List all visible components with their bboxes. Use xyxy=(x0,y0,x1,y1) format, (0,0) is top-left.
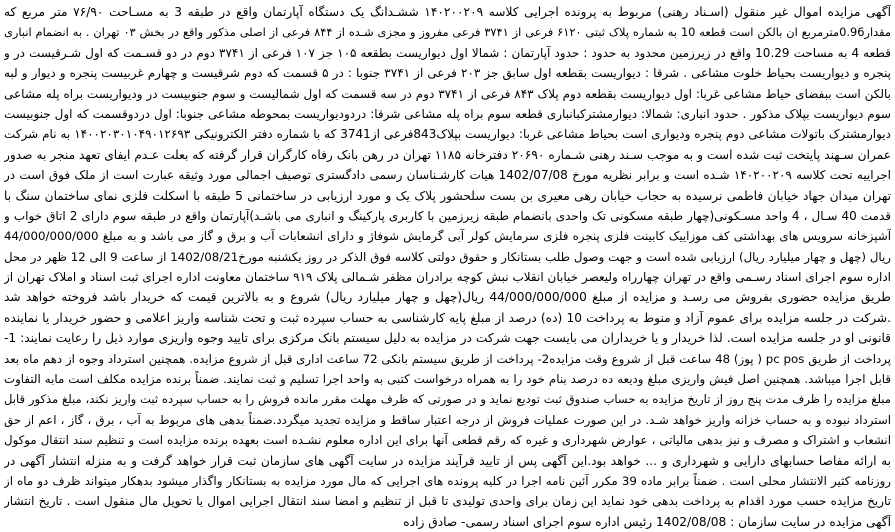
notice-line-24: روزنامه کثیر الانتشار محلی است . ضمناً برابر ماده 39 مکرر آئین نامه اجرا در کلیه پرونده های اجرایی که مال مورد مزایده به بستانکار واگذار میشود بدهکار میتواند ظرف دو ماه از xyxy=(4,473,891,488)
notice-line-23: به ارائه مفاصا حسابهای دارایی و شهرداری و ... خواهد بود.این آگهی پس از تایید فرآیند مزایده در سایت آگهی های سازمان ثبت قرار خواهد گرفت و به منزله انتشار آگهی در xyxy=(4,453,891,468)
notice-line-7: دیوارمشترک باتولات مشاعی دوم پنجره ودیواری است بحیاط مشاعی غربا: دیواریست بپلاک843فرعی از3741 که با شماره دفتر الکترونیکی ۱۴۰۰۲۰۳۰۱۰۴۹۰۱۲۶۹۳ به نام شرکت xyxy=(4,127,891,142)
notice-line-9: اجراییه تحت کلاسه ۱۴۰۲۰۰۲۰۹ شـده است و برابر نظریه مورخ 1402/07/08 هیات کارشـناسان رسمی دادگستری توصیف اجمالی مورد وثیقه عبارت است از ملک فوق است در xyxy=(4,168,891,183)
notice-line-15: طریق مزایده حضوری بفروش می رسـد و مزایده از مبلغ 44/000/000/000 ریال(چهل و چهار میلیارد ریال) شروع و به بالاترین قیمت که خریدار باشد فروخته خواهد شد xyxy=(4,290,891,305)
notice-line-4: پنجره و دیواریست بحیاط خلوت مشاعی . شرقا : دیواریست بقطعه اول سابق جز ۲۰۳ فرعی از ۳۷۴۱ جنوبا : در ۵ قسمت که دوم شرقیست و چهارم غربیست پنجره و دیوار و لبه xyxy=(4,66,891,81)
notice-line-6: سوم دیواریست بپلاک مذکور . حدود انباری: شمالا: دیوارمشترکبانباری قطعه سوم براه پله مشاعی شرقا: دردودیواریست بمحوطه مشاعی جنوبا: اول دردوقسمت که اول جنوبیست xyxy=(4,106,891,121)
notice-line-12: آشپزخانه سرویس های بهداشتی کف موزاییک کابینت فلزی پنجره فلزی سرمایش کولر آبی گرمایش شوفاژ و دارای انشعابات آب و برق و گاز می باشد و به مبلغ 44/000/000/000 xyxy=(4,229,891,244)
notice-line-22: انشعاب و اشتراک و مصرف و نیز بدهی مالیاتی ، عوارض شهرداری و غیره که رقم قطعی آنها برای این اداره معلوم نشـده است بعهده برنده مزایده است و تنظیم سند انتقال موکول xyxy=(4,433,891,448)
notice-line-18: پرداخت از طریق pc pos ( پوز) 48 ساعت قبل از شروع وقت مزایده2- پرداخت از طریق سیستم بانکی 72 ساعت اداری قبل از شروع مزایده. همچنین استرداد وجوه از دهم ماه بعد xyxy=(4,351,891,366)
notice-line-3: قطعه 4 به مساحت 10.29 واقع در زیرزمین محدود به حدود : حدود آپارتمان : شمالا اول دیواریست بطقعه ۱۰۵ جز ۱۰۷ فرعی از ۳۷۴۱ دوم در دو قسـمت که اول شـرقیست در و xyxy=(4,45,891,60)
notice-line-19: قابل اجرا میباشد. همچنین اصل فیش واریزی مبلغ ودیعه ده درصد بنام خود را به همراه درخواست کتبی به واحد اجرا تسلیم و ثبت نمایند. ضمناً برنده مزایده مکلف است مابه التفاوت xyxy=(4,372,891,387)
notice-line-25: تاریخ مزایده حسب مورد اقدام به پرداخت بدهی خود نماید این زمان برای واحدی تولیدی تا قبل از تنظیم و امضا سند انتقال اجرایی اموال یا تحویل مال منقول است . تاریخ انتشار xyxy=(4,494,891,509)
notice-line-10: تهران میدان جهاد خیابان فاطمی نرسیده به حجاب خیابان رهی معیری بن بست سلحشور پلاک یک و مورد ارزیابی در ساختمانی 5 طبقه با اسکلت فلزی نمای ساختمان سنگ با xyxy=(4,188,891,203)
notice-line-11: قدمت 40 سـال ، 4 واحد مسـکونی(چهار طبقه مسکونی تک واحدی بانضمام طبقه زیرزمین با کاربری پارکینگ و انباری می باشـد)آپارتمان واقع در طبقه سوم دارای 2 اتاق خواب و xyxy=(4,208,891,223)
notice-line-13: ریال (چهل و چهار میلیارد ریال) ارزیابی شده است و جهت وصول طلب بستانکار و حقوق دولتی کلاسه فوق الذکر در روز یکشنبه مورخ1402/08/21 از ساعت 9 الی 12 ظهر در محل xyxy=(4,249,891,264)
notice-line-16: .شرکت در جلسه مزایده برای عموم آزاد و منوط به پرداخت 10 (ده) درصد از مبلغ پایه کارشناسی به حساب سپرده ثبت و تحت شناسه واریز اعلامی و حضور خریدار یا نماینده xyxy=(4,310,891,325)
notice-line-8: عمران سـهند پایتخت ثبت شده است و به موجب سـند رهنی شـماره ۲۰۶۹۰ دفترخانه ۱۱۸۵ تهران در رهن بانک رفاه کارگران قرار گرفته که بعلت عـدم ایفای تعهد منجر به صدور xyxy=(4,147,891,162)
notice-line-1: آگهی مزایده اموال غیر منقول (اسـناد رهنی) مربوط به پرونده اجرایی کلاسه ۱۴۰۲۰۰۲۰۹ ششـدانگ یک دستگاه آپارتمان واقع در طبقه 3 به مسـاحت ۷۶/۹۰ متر مربع که xyxy=(4,5,891,19)
notice-line-26: آگهی مزایده در سایت سازمان : 1402/08/08 رئیس اداره سوم اجرای اسناد رسمی- صادق زاده xyxy=(403,514,891,529)
notice-line-14: اداره سوم اجرای اسناد رسـمی واقع در تهران چهارراه ولیعصر خیابان انقلاب نبش کوچه برادران مظفر شـمالی پلاک ۹۱۹ ساختمان معاونت اداره اجرای ثبت اسناد و املاک تهران از xyxy=(4,270,891,285)
notice-line-5: بالکن است ببفضای حیاط مشاعی غربا: اول دیواریست بقطعه دوم پلاک ۸۴۳ فرعی از ۳۷۴۱ دوم در سه قسمت که اول شمالیست و سوم جنوبیست در ودیواریست براه پله مشاعی xyxy=(4,86,891,101)
notice-line-2: مقدار0.96مترمربع ان بالکن است قطعه 10 به شماره پلاک ثبتی ۶۱۲۰ فرعی از ۳۷۴۱ فرعی مفروز و مجزی شـده از ۸۴۴ فرعی از اصلی مذکور واقع در بخش ۰۳ تهران . به انضمام انباری xyxy=(4,25,891,40)
notice-line-17: قانونی او در جلسه مزایده است. لذا خریدار و یا خریداران می بایست جهت شرکت در مزایده به دلیل سیستم بانک مرکزی برای تایید وجوه واریزی موارد ذیل را رعایت نمایند: 1- xyxy=(4,331,891,346)
notice-line-21: استرداد نبوده و به حساب خزانه واریز خواهد شـد. در این صورت عملیات فروش از درجه اعتبار ساقط و مزایده تجدید میگردد.ضمناً بدهی های مربوط به آب ، برق ، گاز ، اعم از حق xyxy=(4,412,891,427)
notice-line-20: مبلغ مزایده را ظرف مدت پنج روز از تاریخ مزایده به حساب صندوق ثبت تودیع نماید و در صورتی که ظرف مهلت مقرر مانده فروش را به حساب سپرده ثبت واریز نکند، مبلغ مذکور قابل xyxy=(4,392,891,407)
